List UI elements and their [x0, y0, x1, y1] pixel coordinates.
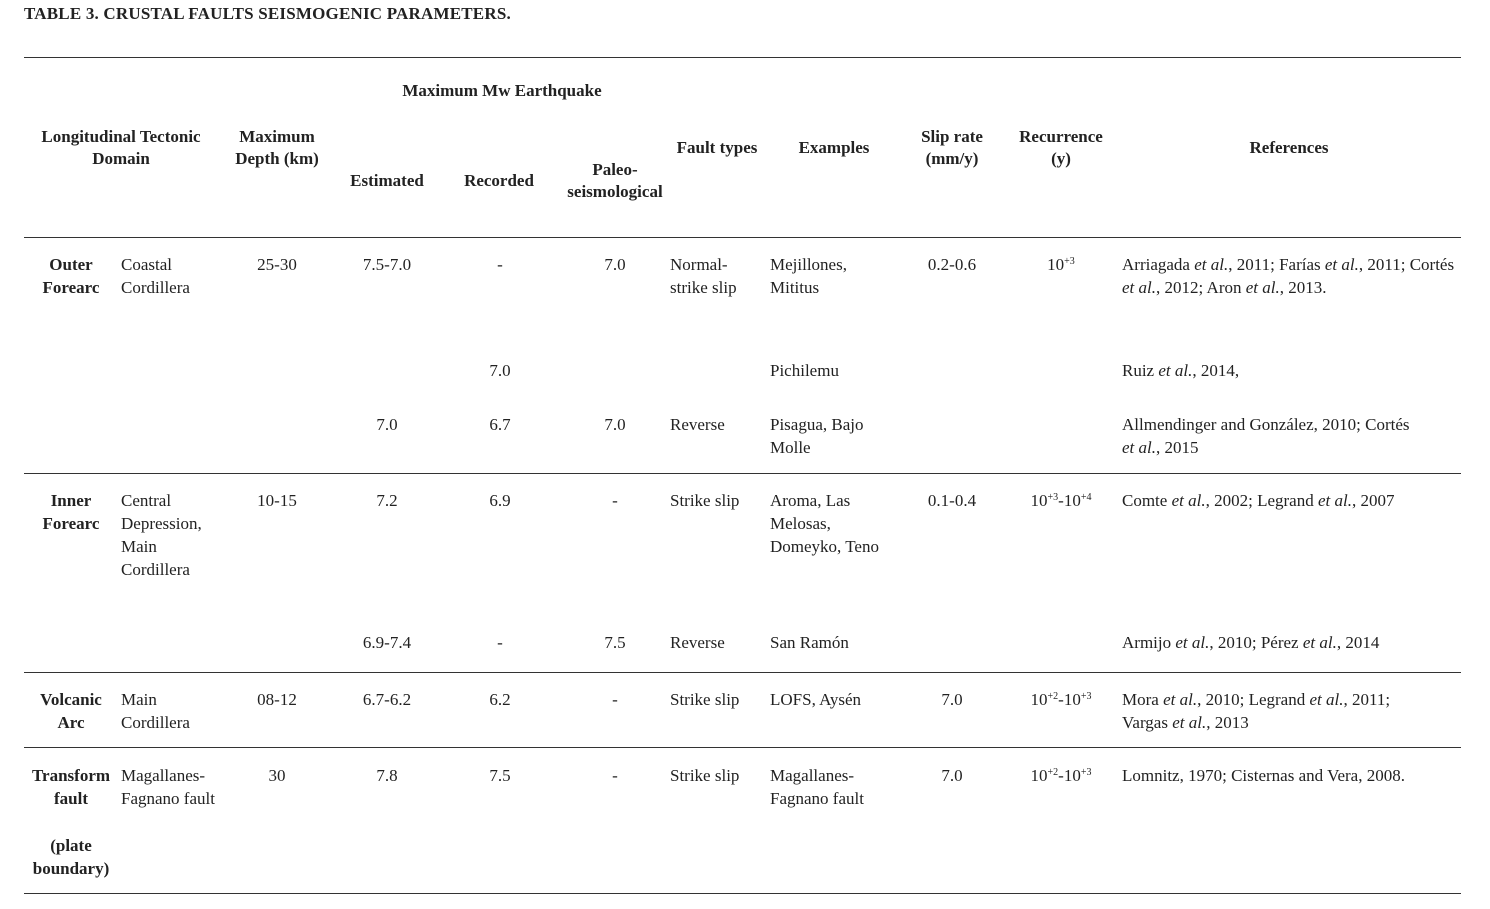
examples-cell: Mejillones, Mititus	[770, 255, 847, 297]
recorded-cell: 7.0	[489, 361, 511, 380]
rule-top	[24, 57, 1461, 58]
header-recurrence: Recurrence (y)	[1019, 127, 1103, 168]
ref-etal: et al.	[1317, 491, 1352, 510]
recurrence-base: 10	[1030, 491, 1048, 510]
recurrence-base: 10	[1030, 690, 1048, 709]
examples-cell: Magallanes- Fagnano fault	[770, 766, 864, 808]
header-examples: Examples	[798, 138, 870, 157]
examples-cell: Pisagua, Bajo Molle	[770, 415, 864, 457]
recurrence-exp: +3	[1064, 256, 1075, 267]
paleo-cell: 7.5	[604, 633, 626, 652]
estimated-cell: 6.9-7.4	[362, 633, 412, 652]
fault-type-cell: Strike slip	[670, 690, 740, 709]
domain-transform-fault: Transform fault	[31, 766, 111, 808]
ref-year: , 2010;	[1197, 690, 1249, 709]
ref-author: Legrand	[1248, 690, 1306, 709]
ref-year: , 2013	[1206, 713, 1249, 732]
depth-cell: 10-15	[257, 491, 297, 510]
slip-rate-cell: 0.2-0.6	[927, 255, 977, 274]
ref-year: , 2015	[1156, 438, 1199, 457]
recurrence-exp: +4	[1080, 492, 1092, 503]
fault-type-cell: Normal- strike slip	[670, 255, 737, 297]
domain-transform-note: (plate boundary)	[32, 836, 110, 878]
estimated-cell: 7.2	[376, 491, 398, 510]
ref-line	[1122, 436, 1458, 459]
ref-author: Lomnitz, 1970; Cisternas and Vera, 2008.	[1122, 766, 1405, 785]
subdomain-magallanes: Magallanes- Fagnano fault	[121, 766, 215, 808]
subdomain-main-cordillera: Main Cordillera	[121, 690, 190, 732]
ref-author: Pérez	[1260, 633, 1299, 652]
paleo-cell: -	[612, 491, 618, 510]
paleo-cell: -	[612, 766, 618, 785]
rule-volcanic-arc	[24, 747, 1461, 748]
references-cell	[1122, 688, 1458, 734]
recorded-cell: 6.9	[489, 491, 511, 510]
estimated-cell: 7.8	[376, 766, 398, 785]
header-paleo: Paleo- seismological	[567, 160, 663, 201]
recurrence-base: 10	[1047, 255, 1065, 274]
ref-year: , 2011;	[1358, 255, 1410, 274]
slip-rate-cell: 7.0	[941, 766, 963, 785]
ref-author: Cortés	[1409, 255, 1455, 274]
ref-year: , 2007	[1351, 491, 1395, 510]
domain-outer-forearc: Outer Forearc	[42, 255, 100, 297]
recorded-cell: -	[497, 255, 503, 274]
ref-etal: et al.	[1175, 633, 1210, 652]
references-cell	[1122, 764, 1458, 787]
header-depth: Maximum Depth (km)	[235, 127, 319, 168]
ref-author: Arriagada	[1122, 255, 1190, 274]
slip-rate-cell: 0.1-0.4	[927, 491, 977, 510]
examples-cell: San Ramón	[770, 633, 849, 652]
recurrence-cell	[1010, 688, 1112, 711]
estimated-cell: 7.5-7.0	[362, 255, 412, 274]
ref-year: , 2010;	[1209, 633, 1261, 652]
rule-inner-forearc	[24, 672, 1461, 673]
recorded-cell: -	[497, 633, 503, 652]
ref-year: , 2012;	[1156, 278, 1207, 297]
slip-rate-cell: 7.0	[941, 690, 963, 709]
domain-inner-forearc: Inner Forearc	[42, 491, 100, 533]
subdomain-central-depression: Central Depression, Main Cordillera	[121, 491, 202, 579]
ref-year: , 2002;	[1205, 491, 1258, 510]
header-estimated: Estimated	[350, 171, 424, 190]
recorded-cell: 7.5	[489, 766, 511, 785]
recurrence-cell	[1010, 489, 1112, 512]
ref-author: Vargas	[1122, 713, 1168, 732]
fault-type-cell: Strike slip	[670, 491, 740, 510]
ref-author: Legrand	[1257, 491, 1314, 510]
rule-outer-forearc	[24, 473, 1461, 474]
recurrence-cell	[1010, 764, 1112, 787]
ref-etal: et al.	[1158, 361, 1193, 380]
fault-type-cell: Reverse	[670, 633, 725, 652]
paleo-cell: 7.0	[604, 415, 626, 434]
depth-cell: 25-30	[257, 255, 297, 274]
header-fault-types: Fault types	[676, 138, 758, 157]
recurrence-base: -10	[1058, 690, 1081, 709]
ref-etal: et al.	[1302, 633, 1337, 652]
ref-etal: et al.	[1163, 690, 1198, 709]
ref-author: Mora	[1122, 690, 1159, 709]
subdomain-coastal-cordillera: Coastal Cordillera	[121, 255, 190, 297]
ref-etal: et al.	[1324, 255, 1359, 274]
depth-cell: 08-12	[257, 690, 297, 709]
estimated-cell: 7.0	[376, 415, 398, 434]
domain-volcanic-arc: Volcanic Arc	[40, 690, 102, 732]
references-cell	[1122, 489, 1458, 512]
recorded-cell: 6.7	[489, 415, 511, 434]
ref-author: Ruiz	[1122, 361, 1155, 380]
table-title: TABLE 3. CRUSTAL FAULTS SEISMOGENIC PARAMETERS.	[24, 4, 511, 23]
header-references: References	[1249, 138, 1329, 157]
references-cell	[1122, 253, 1458, 299]
ref-etal: et al.	[1122, 438, 1156, 457]
recurrence-base: -10	[1058, 491, 1081, 510]
fault-type-cell: Strike slip	[670, 766, 740, 785]
estimated-cell: 6.7-6.2	[362, 690, 412, 709]
ref-etal: et al.	[1172, 713, 1207, 732]
recurrence-base: 10	[1030, 766, 1048, 785]
paleo-cell: -	[612, 690, 618, 709]
recorded-cell: 6.2	[489, 690, 511, 709]
ref-year: , 2014	[1336, 633, 1380, 652]
ref-etal: et al.	[1122, 278, 1156, 297]
rule-bottom	[24, 893, 1461, 894]
ref-author: Farías	[1279, 255, 1321, 274]
paleo-cell: 7.0	[604, 255, 626, 274]
references-cell	[1122, 413, 1458, 459]
recurrence-exp: +3	[1080, 767, 1092, 778]
recurrence-exp: +2	[1047, 767, 1059, 778]
header-domain: Longitudinal Tectonic Domain	[41, 127, 201, 168]
ref-author: Comte	[1122, 491, 1168, 510]
recurrence-exp: +3	[1047, 492, 1059, 503]
ref-author: Armijo	[1122, 633, 1172, 652]
ref-year: , 2011;	[1343, 690, 1391, 709]
examples-cell: Pichilemu	[770, 361, 839, 380]
ref-line: Allmendinger and González, 2010; Cortés	[1122, 415, 1410, 434]
recurrence-cell	[1010, 253, 1112, 276]
references-cell	[1122, 631, 1458, 654]
recurrence-exp: +3	[1080, 691, 1092, 702]
rule-header	[24, 237, 1461, 238]
ref-author: Aron	[1206, 278, 1242, 297]
recurrence-base: -10	[1058, 766, 1081, 785]
header-mw-group: Maximum Mw Earthquake	[402, 81, 602, 100]
recurrence-exp: +2	[1047, 691, 1059, 702]
examples-cell: Aroma, Las Melosas, Domeyko, Teno	[770, 491, 879, 556]
ref-etal: et al.	[1194, 255, 1229, 274]
ref-year: , 2013.	[1279, 278, 1327, 297]
references-cell	[1122, 359, 1458, 382]
header-slip-rate: Slip rate (mm/y)	[921, 127, 983, 168]
fault-type-cell: Reverse	[670, 415, 725, 434]
header-recorded: Recorded	[464, 171, 534, 190]
ref-etal: et al.	[1309, 690, 1344, 709]
ref-year: , 2011;	[1228, 255, 1280, 274]
depth-cell: 30	[268, 766, 286, 785]
ref-etal: et al.	[1245, 278, 1280, 297]
ref-etal: et al.	[1171, 491, 1206, 510]
examples-cell: LOFS, Aysén	[770, 690, 862, 709]
ref-year: , 2014,	[1192, 361, 1240, 380]
